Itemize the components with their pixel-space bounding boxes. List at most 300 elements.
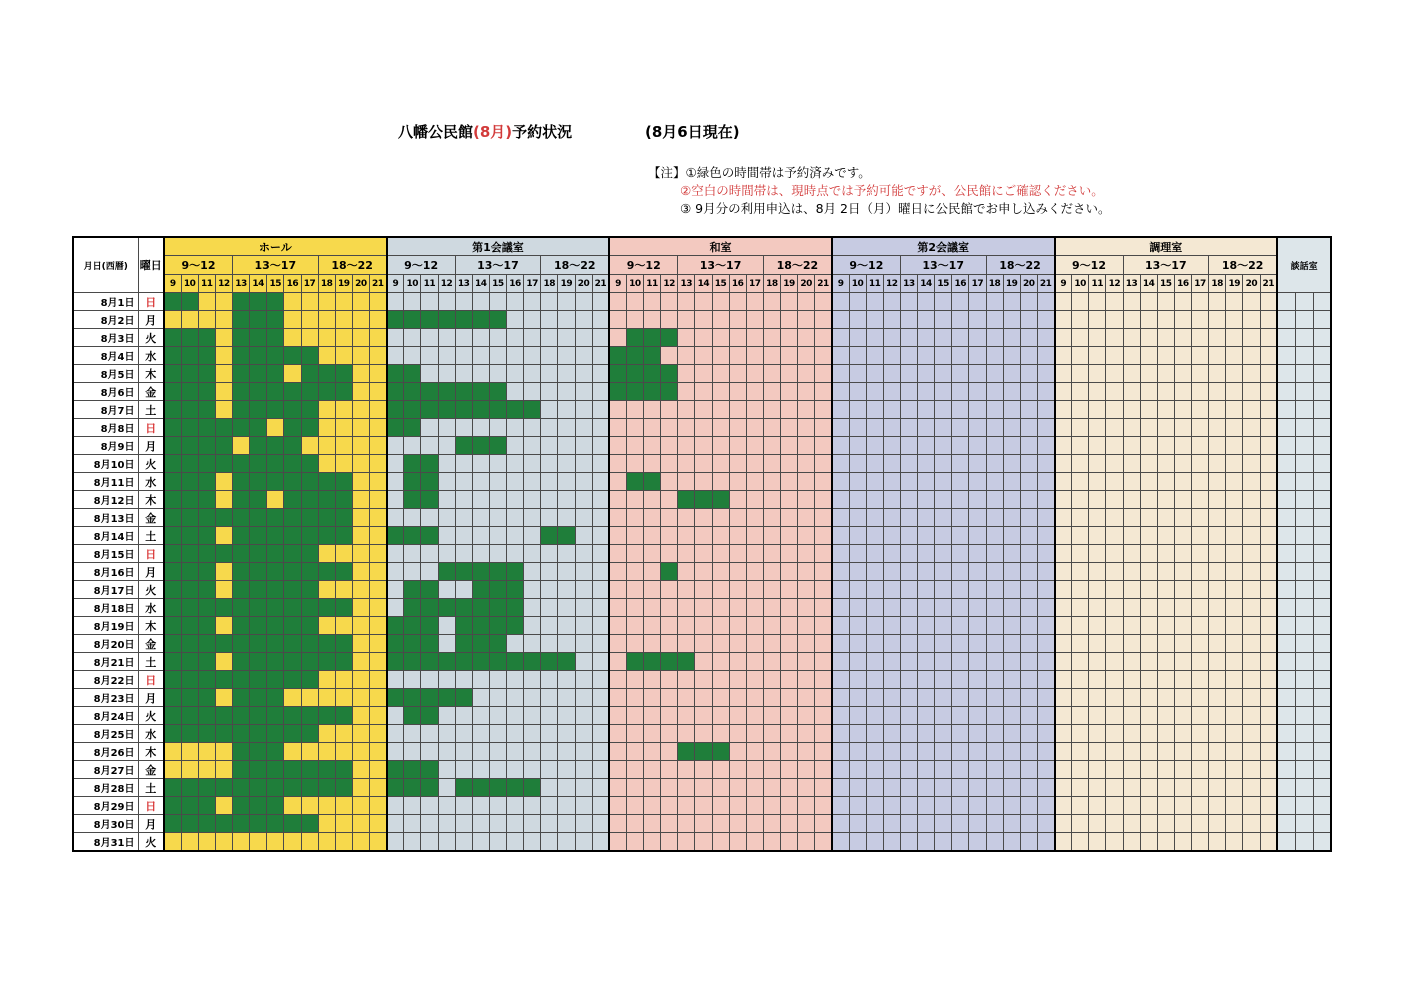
slot-cell[interactable] bbox=[781, 329, 798, 347]
slot-cell[interactable] bbox=[181, 563, 198, 581]
slot-cell[interactable] bbox=[849, 599, 866, 617]
slot-cell[interactable] bbox=[592, 797, 609, 815]
slot-cell[interactable] bbox=[1243, 401, 1260, 419]
slot-cell[interactable] bbox=[1157, 689, 1174, 707]
slot-cell[interactable] bbox=[1123, 383, 1140, 401]
slot-cell[interactable] bbox=[198, 419, 215, 437]
slot-cell[interactable] bbox=[900, 545, 917, 563]
discussion-slot-cell[interactable] bbox=[1313, 689, 1331, 707]
slot-cell[interactable] bbox=[644, 743, 661, 761]
slot-cell[interactable] bbox=[1174, 599, 1191, 617]
slot-cell[interactable] bbox=[661, 455, 678, 473]
slot-cell[interactable] bbox=[164, 419, 181, 437]
slot-cell[interactable] bbox=[352, 545, 369, 563]
slot-cell[interactable] bbox=[678, 833, 695, 852]
slot-cell[interactable] bbox=[746, 563, 763, 581]
slot-cell[interactable] bbox=[678, 617, 695, 635]
slot-cell[interactable] bbox=[1123, 347, 1140, 365]
slot-cell[interactable] bbox=[883, 401, 900, 419]
slot-cell[interactable] bbox=[712, 293, 729, 311]
slot-cell[interactable] bbox=[695, 365, 712, 383]
slot-cell[interactable] bbox=[781, 635, 798, 653]
slot-cell[interactable] bbox=[1037, 599, 1054, 617]
slot-cell[interactable] bbox=[1123, 617, 1140, 635]
slot-cell[interactable] bbox=[1260, 437, 1277, 455]
slot-cell[interactable] bbox=[1003, 455, 1020, 473]
slot-cell[interactable] bbox=[438, 653, 455, 671]
slot-cell[interactable] bbox=[267, 671, 284, 689]
slot-cell[interactable] bbox=[986, 563, 1003, 581]
slot-cell[interactable] bbox=[267, 437, 284, 455]
slot-cell[interactable] bbox=[318, 761, 335, 779]
slot-cell[interactable] bbox=[832, 653, 849, 671]
slot-cell[interactable] bbox=[969, 455, 986, 473]
slot-cell[interactable] bbox=[489, 419, 506, 437]
slot-cell[interactable] bbox=[1106, 797, 1123, 815]
slot-cell[interactable] bbox=[1072, 833, 1089, 852]
slot-cell[interactable] bbox=[352, 437, 369, 455]
slot-cell[interactable] bbox=[1037, 293, 1054, 311]
slot-cell[interactable] bbox=[1003, 509, 1020, 527]
slot-cell[interactable] bbox=[1106, 311, 1123, 329]
slot-cell[interactable] bbox=[832, 599, 849, 617]
slot-cell[interactable] bbox=[952, 545, 969, 563]
slot-cell[interactable] bbox=[712, 689, 729, 707]
slot-cell[interactable] bbox=[712, 473, 729, 491]
slot-cell[interactable] bbox=[198, 581, 215, 599]
slot-cell[interactable] bbox=[1037, 779, 1054, 797]
slot-cell[interactable] bbox=[746, 437, 763, 455]
slot-cell[interactable] bbox=[1243, 815, 1260, 833]
slot-cell[interactable] bbox=[507, 761, 524, 779]
slot-cell[interactable] bbox=[370, 779, 387, 797]
slot-cell[interactable] bbox=[1003, 707, 1020, 725]
slot-cell[interactable] bbox=[986, 437, 1003, 455]
slot-cell[interactable] bbox=[1260, 743, 1277, 761]
slot-cell[interactable] bbox=[335, 545, 352, 563]
slot-cell[interactable] bbox=[1055, 545, 1072, 563]
slot-cell[interactable] bbox=[455, 581, 472, 599]
slot-cell[interactable] bbox=[1260, 347, 1277, 365]
slot-cell[interactable] bbox=[798, 599, 815, 617]
slot-cell[interactable] bbox=[558, 455, 575, 473]
slot-cell[interactable] bbox=[849, 833, 866, 852]
slot-cell[interactable] bbox=[404, 671, 421, 689]
slot-cell[interactable] bbox=[575, 653, 592, 671]
slot-cell[interactable] bbox=[507, 473, 524, 491]
slot-cell[interactable] bbox=[507, 689, 524, 707]
slot-cell[interactable] bbox=[1089, 563, 1106, 581]
slot-cell[interactable] bbox=[1003, 545, 1020, 563]
discussion-slot-cell[interactable] bbox=[1295, 527, 1313, 545]
slot-cell[interactable] bbox=[370, 599, 387, 617]
slot-cell[interactable] bbox=[798, 473, 815, 491]
slot-cell[interactable] bbox=[1089, 527, 1106, 545]
slot-cell[interactable] bbox=[661, 689, 678, 707]
slot-cell[interactable] bbox=[421, 545, 438, 563]
slot-cell[interactable] bbox=[900, 797, 917, 815]
slot-cell[interactable] bbox=[1157, 437, 1174, 455]
slot-cell[interactable] bbox=[181, 671, 198, 689]
slot-cell[interactable] bbox=[849, 545, 866, 563]
slot-cell[interactable] bbox=[592, 635, 609, 653]
slot-cell[interactable] bbox=[1226, 743, 1243, 761]
slot-cell[interactable] bbox=[1037, 689, 1054, 707]
slot-cell[interactable] bbox=[387, 365, 404, 383]
slot-cell[interactable] bbox=[609, 653, 626, 671]
slot-cell[interactable] bbox=[712, 599, 729, 617]
slot-cell[interactable] bbox=[215, 347, 232, 365]
slot-cell[interactable] bbox=[763, 401, 780, 419]
slot-cell[interactable] bbox=[1055, 797, 1072, 815]
slot-cell[interactable] bbox=[1140, 689, 1157, 707]
slot-cell[interactable] bbox=[489, 833, 506, 852]
slot-cell[interactable] bbox=[250, 545, 267, 563]
slot-cell[interactable] bbox=[626, 293, 643, 311]
slot-cell[interactable] bbox=[181, 347, 198, 365]
slot-cell[interactable] bbox=[1157, 599, 1174, 617]
slot-cell[interactable] bbox=[1089, 581, 1106, 599]
slot-cell[interactable] bbox=[215, 725, 232, 743]
discussion-slot-cell[interactable] bbox=[1295, 293, 1313, 311]
slot-cell[interactable] bbox=[404, 689, 421, 707]
slot-cell[interactable] bbox=[250, 743, 267, 761]
slot-cell[interactable] bbox=[1174, 437, 1191, 455]
slot-cell[interactable] bbox=[1226, 383, 1243, 401]
slot-cell[interactable] bbox=[883, 725, 900, 743]
slot-cell[interactable] bbox=[849, 311, 866, 329]
slot-cell[interactable] bbox=[1243, 455, 1260, 473]
slot-cell[interactable] bbox=[558, 311, 575, 329]
slot-cell[interactable] bbox=[918, 761, 935, 779]
slot-cell[interactable] bbox=[1089, 653, 1106, 671]
slot-cell[interactable] bbox=[626, 509, 643, 527]
slot-cell[interactable] bbox=[678, 329, 695, 347]
slot-cell[interactable] bbox=[558, 545, 575, 563]
slot-cell[interactable] bbox=[866, 401, 883, 419]
slot-cell[interactable] bbox=[489, 455, 506, 473]
slot-cell[interactable] bbox=[507, 491, 524, 509]
slot-cell[interactable] bbox=[267, 491, 284, 509]
slot-cell[interactable] bbox=[986, 599, 1003, 617]
slot-cell[interactable] bbox=[798, 671, 815, 689]
slot-cell[interactable] bbox=[883, 527, 900, 545]
slot-cell[interactable] bbox=[370, 653, 387, 671]
slot-cell[interactable] bbox=[935, 779, 952, 797]
slot-cell[interactable] bbox=[181, 689, 198, 707]
slot-cell[interactable] bbox=[695, 833, 712, 852]
slot-cell[interactable] bbox=[1072, 617, 1089, 635]
slot-cell[interactable] bbox=[1174, 311, 1191, 329]
slot-cell[interactable] bbox=[438, 473, 455, 491]
slot-cell[interactable] bbox=[1106, 365, 1123, 383]
slot-cell[interactable] bbox=[952, 347, 969, 365]
slot-cell[interactable] bbox=[233, 509, 250, 527]
slot-cell[interactable] bbox=[1226, 815, 1243, 833]
slot-cell[interactable] bbox=[832, 581, 849, 599]
slot-cell[interactable] bbox=[712, 815, 729, 833]
slot-cell[interactable] bbox=[233, 779, 250, 797]
slot-cell[interactable] bbox=[541, 743, 558, 761]
slot-cell[interactable] bbox=[524, 617, 541, 635]
slot-cell[interactable] bbox=[524, 473, 541, 491]
slot-cell[interactable] bbox=[1243, 635, 1260, 653]
slot-cell[interactable] bbox=[1106, 437, 1123, 455]
slot-cell[interactable] bbox=[541, 329, 558, 347]
slot-cell[interactable] bbox=[455, 365, 472, 383]
slot-cell[interactable] bbox=[986, 491, 1003, 509]
slot-cell[interactable] bbox=[455, 473, 472, 491]
slot-cell[interactable] bbox=[763, 437, 780, 455]
slot-cell[interactable] bbox=[626, 635, 643, 653]
slot-cell[interactable] bbox=[1089, 437, 1106, 455]
slot-cell[interactable] bbox=[1174, 761, 1191, 779]
slot-cell[interactable] bbox=[1055, 293, 1072, 311]
discussion-slot-cell[interactable] bbox=[1313, 725, 1331, 743]
slot-cell[interactable] bbox=[421, 347, 438, 365]
slot-cell[interactable] bbox=[1157, 329, 1174, 347]
slot-cell[interactable] bbox=[1055, 635, 1072, 653]
slot-cell[interactable] bbox=[387, 761, 404, 779]
slot-cell[interactable] bbox=[695, 689, 712, 707]
slot-cell[interactable] bbox=[438, 509, 455, 527]
slot-cell[interactable] bbox=[1020, 581, 1037, 599]
slot-cell[interactable] bbox=[1072, 293, 1089, 311]
slot-cell[interactable] bbox=[592, 527, 609, 545]
slot-cell[interactable] bbox=[301, 743, 318, 761]
slot-cell[interactable] bbox=[746, 707, 763, 725]
slot-cell[interactable] bbox=[1020, 725, 1037, 743]
slot-cell[interactable] bbox=[387, 527, 404, 545]
discussion-slot-cell[interactable] bbox=[1295, 437, 1313, 455]
slot-cell[interactable] bbox=[267, 761, 284, 779]
slot-cell[interactable] bbox=[900, 455, 917, 473]
slot-cell[interactable] bbox=[609, 761, 626, 779]
slot-cell[interactable] bbox=[387, 293, 404, 311]
slot-cell[interactable] bbox=[284, 581, 301, 599]
discussion-slot-cell[interactable] bbox=[1313, 797, 1331, 815]
slot-cell[interactable] bbox=[284, 761, 301, 779]
slot-cell[interactable] bbox=[1209, 581, 1226, 599]
slot-cell[interactable] bbox=[661, 833, 678, 852]
slot-cell[interactable] bbox=[1157, 419, 1174, 437]
slot-cell[interactable] bbox=[1192, 545, 1209, 563]
slot-cell[interactable] bbox=[318, 653, 335, 671]
slot-cell[interactable] bbox=[455, 815, 472, 833]
slot-cell[interactable] bbox=[849, 797, 866, 815]
slot-cell[interactable] bbox=[541, 671, 558, 689]
slot-cell[interactable] bbox=[455, 599, 472, 617]
slot-cell[interactable] bbox=[661, 671, 678, 689]
slot-cell[interactable] bbox=[969, 761, 986, 779]
slot-cell[interactable] bbox=[935, 473, 952, 491]
discussion-slot-cell[interactable] bbox=[1295, 347, 1313, 365]
slot-cell[interactable] bbox=[1157, 311, 1174, 329]
slot-cell[interactable] bbox=[507, 671, 524, 689]
slot-cell[interactable] bbox=[489, 635, 506, 653]
slot-cell[interactable] bbox=[1260, 491, 1277, 509]
slot-cell[interactable] bbox=[541, 509, 558, 527]
slot-cell[interactable] bbox=[1089, 725, 1106, 743]
slot-cell[interactable] bbox=[986, 689, 1003, 707]
slot-cell[interactable] bbox=[250, 599, 267, 617]
slot-cell[interactable] bbox=[387, 401, 404, 419]
slot-cell[interactable] bbox=[678, 599, 695, 617]
slot-cell[interactable] bbox=[164, 797, 181, 815]
slot-cell[interactable] bbox=[284, 419, 301, 437]
slot-cell[interactable] bbox=[1209, 437, 1226, 455]
slot-cell[interactable] bbox=[370, 617, 387, 635]
slot-cell[interactable] bbox=[404, 455, 421, 473]
slot-cell[interactable] bbox=[952, 689, 969, 707]
slot-cell[interactable] bbox=[1089, 779, 1106, 797]
slot-cell[interactable] bbox=[1140, 455, 1157, 473]
slot-cell[interactable] bbox=[1174, 545, 1191, 563]
slot-cell[interactable] bbox=[404, 419, 421, 437]
slot-cell[interactable] bbox=[558, 797, 575, 815]
slot-cell[interactable] bbox=[489, 743, 506, 761]
slot-cell[interactable] bbox=[1089, 293, 1106, 311]
slot-cell[interactable] bbox=[695, 797, 712, 815]
slot-cell[interactable] bbox=[438, 455, 455, 473]
slot-cell[interactable] bbox=[849, 725, 866, 743]
slot-cell[interactable] bbox=[1157, 761, 1174, 779]
slot-cell[interactable] bbox=[1192, 707, 1209, 725]
slot-cell[interactable] bbox=[1260, 671, 1277, 689]
slot-cell[interactable] bbox=[233, 725, 250, 743]
slot-cell[interactable] bbox=[301, 455, 318, 473]
slot-cell[interactable] bbox=[250, 365, 267, 383]
slot-cell[interactable] bbox=[558, 293, 575, 311]
slot-cell[interactable] bbox=[849, 761, 866, 779]
slot-cell[interactable] bbox=[370, 689, 387, 707]
slot-cell[interactable] bbox=[592, 779, 609, 797]
slot-cell[interactable] bbox=[318, 617, 335, 635]
slot-cell[interactable] bbox=[661, 653, 678, 671]
slot-cell[interactable] bbox=[1260, 455, 1277, 473]
slot-cell[interactable] bbox=[1055, 491, 1072, 509]
slot-cell[interactable] bbox=[1037, 671, 1054, 689]
slot-cell[interactable] bbox=[866, 815, 883, 833]
slot-cell[interactable] bbox=[198, 527, 215, 545]
slot-cell[interactable] bbox=[301, 707, 318, 725]
slot-cell[interactable] bbox=[678, 293, 695, 311]
slot-cell[interactable] bbox=[233, 311, 250, 329]
slot-cell[interactable] bbox=[301, 581, 318, 599]
slot-cell[interactable] bbox=[489, 491, 506, 509]
slot-cell[interactable] bbox=[421, 833, 438, 852]
slot-cell[interactable] bbox=[918, 743, 935, 761]
slot-cell[interactable] bbox=[472, 311, 489, 329]
slot-cell[interactable] bbox=[541, 581, 558, 599]
slot-cell[interactable] bbox=[489, 581, 506, 599]
slot-cell[interactable] bbox=[1106, 473, 1123, 491]
slot-cell[interactable] bbox=[832, 473, 849, 491]
slot-cell[interactable] bbox=[918, 455, 935, 473]
slot-cell[interactable] bbox=[832, 635, 849, 653]
slot-cell[interactable] bbox=[541, 383, 558, 401]
slot-cell[interactable] bbox=[335, 635, 352, 653]
slot-cell[interactable] bbox=[712, 761, 729, 779]
slot-cell[interactable] bbox=[952, 509, 969, 527]
slot-cell[interactable] bbox=[233, 365, 250, 383]
slot-cell[interactable] bbox=[1157, 671, 1174, 689]
slot-cell[interactable] bbox=[695, 635, 712, 653]
slot-cell[interactable] bbox=[267, 455, 284, 473]
slot-cell[interactable] bbox=[472, 347, 489, 365]
slot-cell[interactable] bbox=[404, 725, 421, 743]
slot-cell[interactable] bbox=[849, 293, 866, 311]
slot-cell[interactable] bbox=[370, 545, 387, 563]
slot-cell[interactable] bbox=[1106, 383, 1123, 401]
slot-cell[interactable] bbox=[370, 563, 387, 581]
slot-cell[interactable] bbox=[918, 707, 935, 725]
slot-cell[interactable] bbox=[472, 437, 489, 455]
slot-cell[interactable] bbox=[558, 383, 575, 401]
slot-cell[interactable] bbox=[370, 365, 387, 383]
slot-cell[interactable] bbox=[1209, 311, 1226, 329]
slot-cell[interactable] bbox=[883, 365, 900, 383]
slot-cell[interactable] bbox=[1174, 743, 1191, 761]
slot-cell[interactable] bbox=[1226, 653, 1243, 671]
slot-cell[interactable] bbox=[918, 653, 935, 671]
slot-cell[interactable] bbox=[644, 437, 661, 455]
slot-cell[interactable] bbox=[986, 419, 1003, 437]
slot-cell[interactable] bbox=[644, 455, 661, 473]
slot-cell[interactable] bbox=[609, 401, 626, 419]
slot-cell[interactable] bbox=[678, 581, 695, 599]
slot-cell[interactable] bbox=[438, 689, 455, 707]
slot-cell[interactable] bbox=[1037, 617, 1054, 635]
slot-cell[interactable] bbox=[438, 707, 455, 725]
slot-cell[interactable] bbox=[1123, 635, 1140, 653]
slot-cell[interactable] bbox=[215, 743, 232, 761]
slot-cell[interactable] bbox=[866, 725, 883, 743]
slot-cell[interactable] bbox=[284, 365, 301, 383]
slot-cell[interactable] bbox=[849, 707, 866, 725]
discussion-slot-cell[interactable] bbox=[1313, 527, 1331, 545]
slot-cell[interactable] bbox=[935, 545, 952, 563]
slot-cell[interactable] bbox=[1055, 437, 1072, 455]
slot-cell[interactable] bbox=[1243, 437, 1260, 455]
slot-cell[interactable] bbox=[900, 509, 917, 527]
slot-cell[interactable] bbox=[900, 401, 917, 419]
slot-cell[interactable] bbox=[798, 401, 815, 419]
slot-cell[interactable] bbox=[798, 293, 815, 311]
slot-cell[interactable] bbox=[952, 329, 969, 347]
slot-cell[interactable] bbox=[541, 653, 558, 671]
slot-cell[interactable] bbox=[798, 545, 815, 563]
slot-cell[interactable] bbox=[318, 473, 335, 491]
slot-cell[interactable] bbox=[746, 689, 763, 707]
slot-cell[interactable] bbox=[952, 671, 969, 689]
slot-cell[interactable] bbox=[472, 527, 489, 545]
slot-cell[interactable] bbox=[541, 437, 558, 455]
slot-cell[interactable] bbox=[644, 491, 661, 509]
slot-cell[interactable] bbox=[301, 545, 318, 563]
slot-cell[interactable] bbox=[421, 671, 438, 689]
slot-cell[interactable] bbox=[1260, 797, 1277, 815]
slot-cell[interactable] bbox=[1192, 689, 1209, 707]
slot-cell[interactable] bbox=[952, 293, 969, 311]
slot-cell[interactable] bbox=[592, 347, 609, 365]
discussion-slot-cell[interactable] bbox=[1295, 725, 1313, 743]
slot-cell[interactable] bbox=[370, 725, 387, 743]
discussion-slot-cell[interactable] bbox=[1295, 329, 1313, 347]
slot-cell[interactable] bbox=[969, 617, 986, 635]
slot-cell[interactable] bbox=[644, 779, 661, 797]
slot-cell[interactable] bbox=[592, 815, 609, 833]
